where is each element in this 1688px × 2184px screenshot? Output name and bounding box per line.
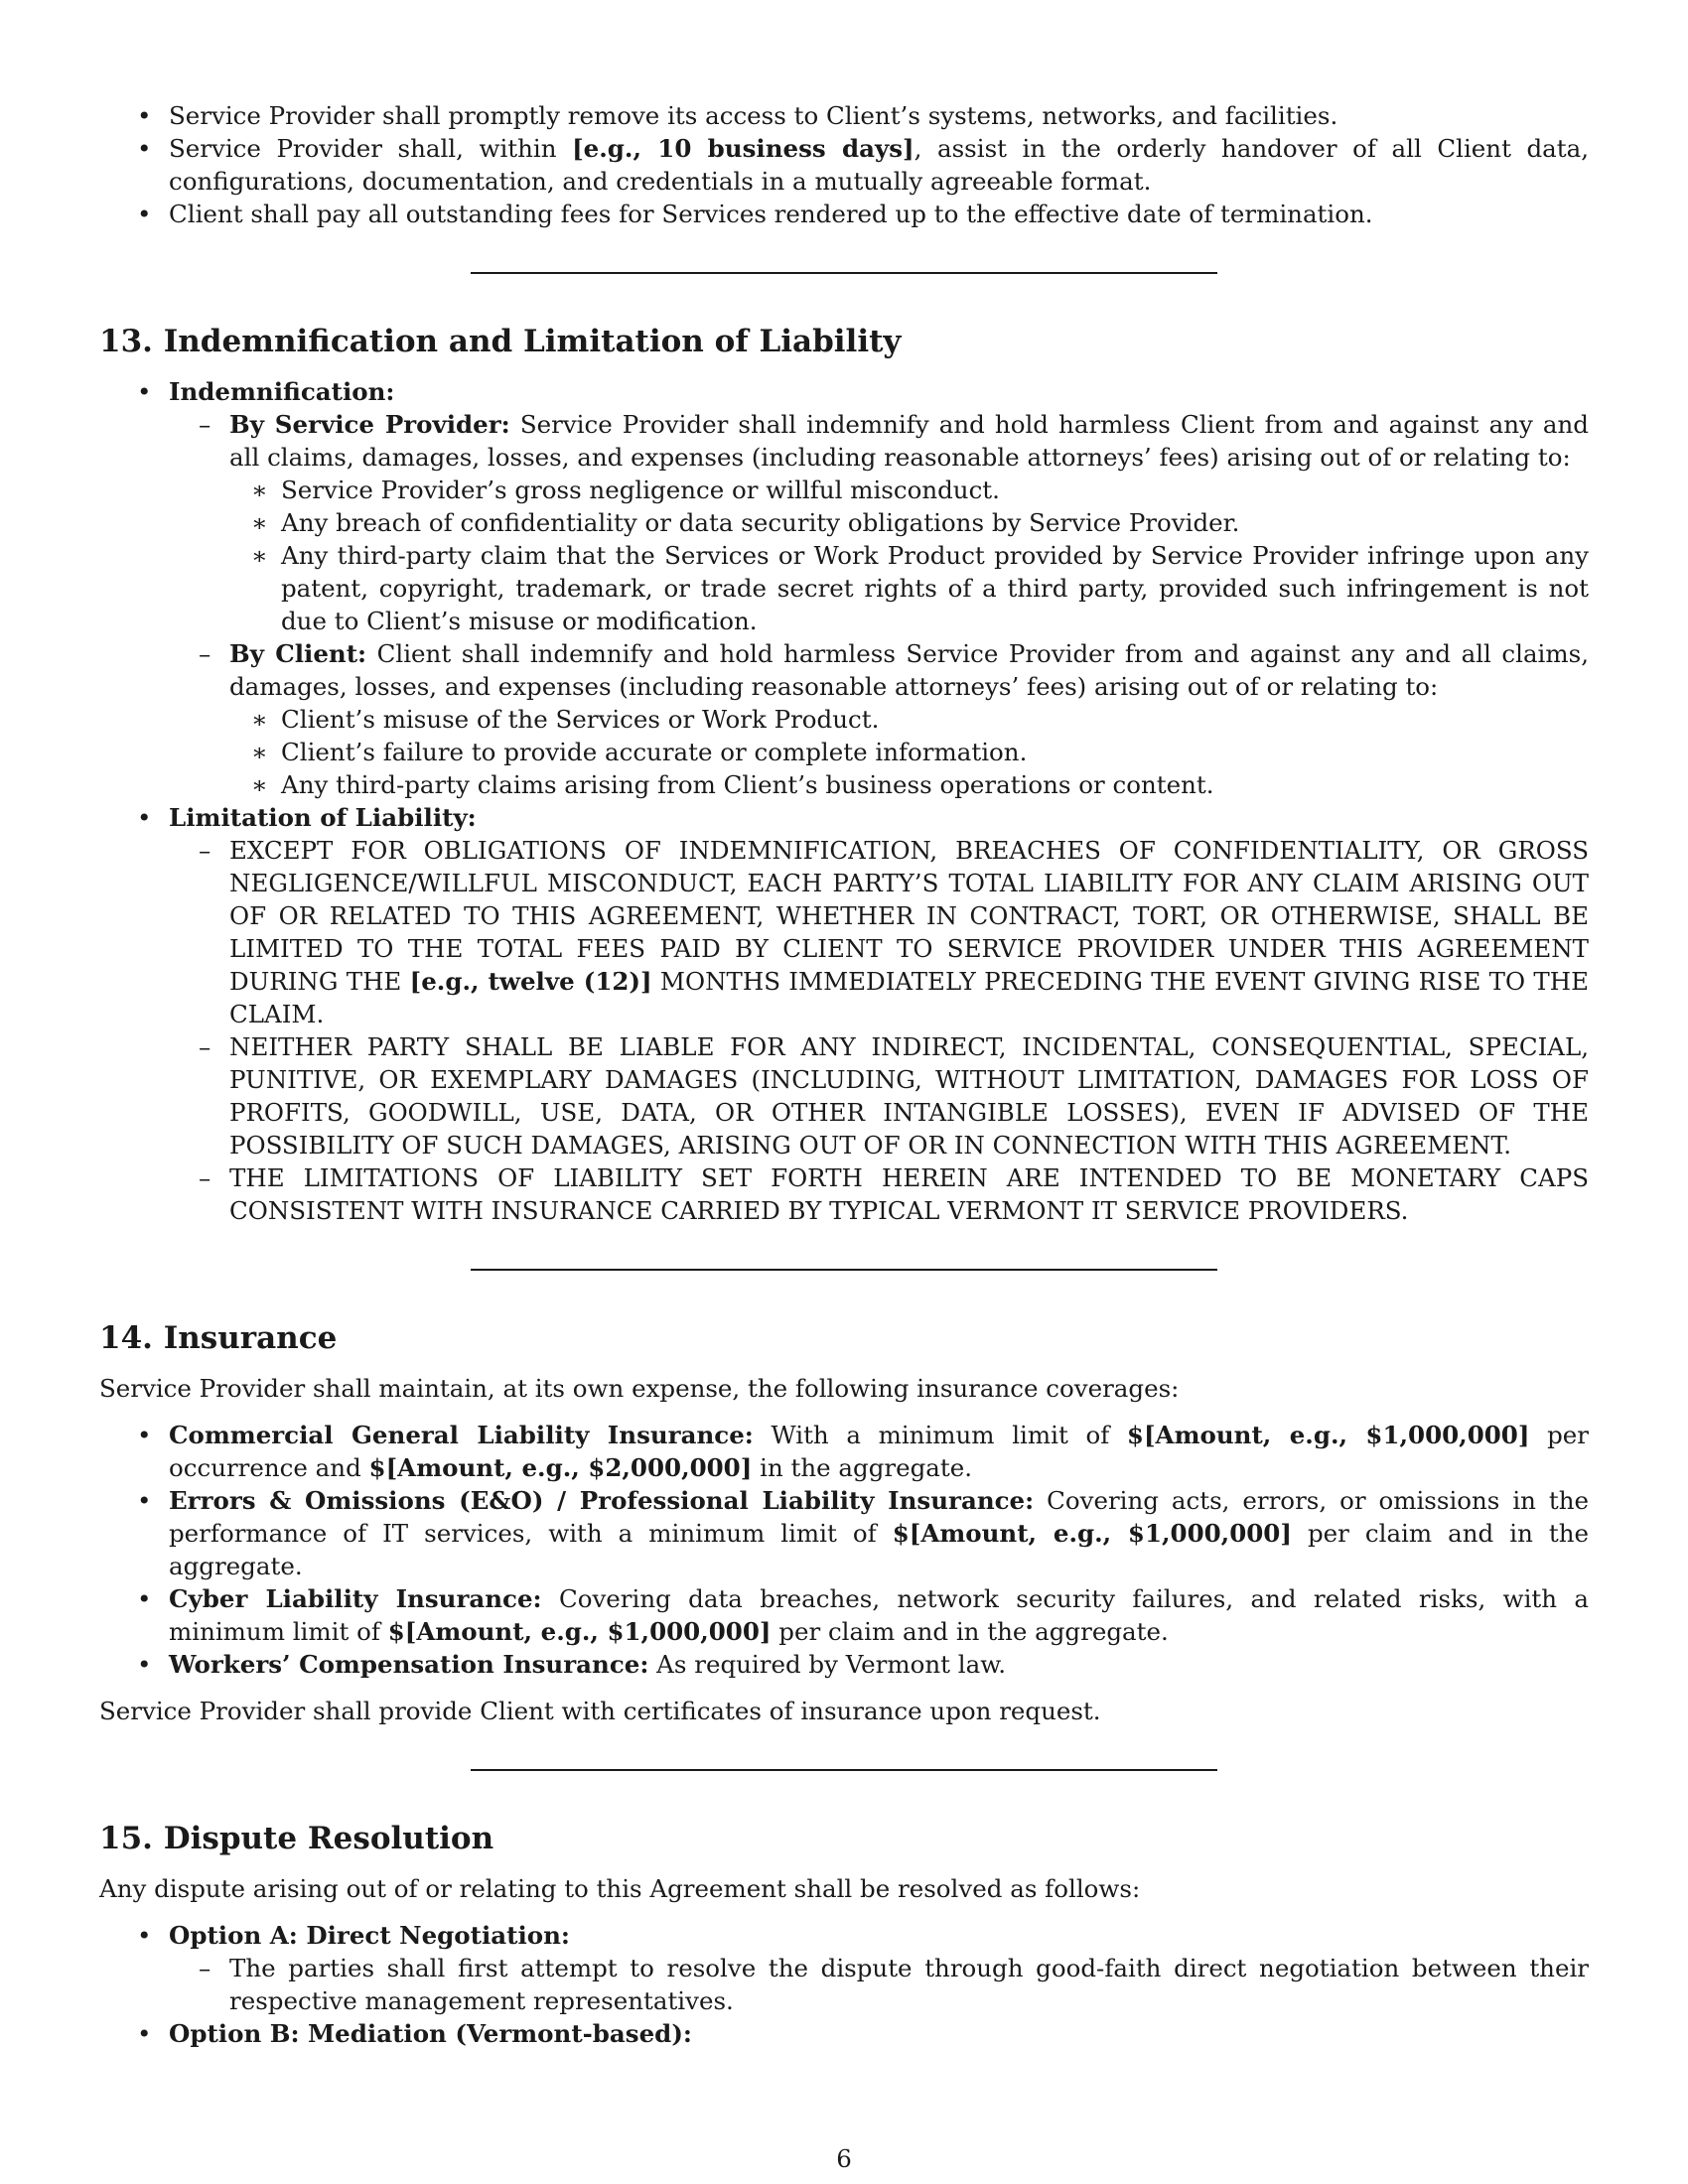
list-item: • Workers’ Compensation Insurance: As required by Vermont law. <box>99 1648 1589 1681</box>
list-item: ∗ Any third-party claims arising from Client’s business operations or content. <box>229 768 1589 801</box>
section-13-heading: 13. Indemnification and Limitation of Liability <box>99 324 902 359</box>
list-item: • Indemnification: – By Service Provider: Service Provider shall indemnify and hold harmless Client from and against any and all claims, damages, losses, and expenses (including reasonable attorneys’ fees) arising out of or relating to: ∗ Service Provider’s gross negligence or willful misconduct. ∗ Any breach of confidentiality or data security obligations by Service Provider. ∗ Any third-party claim that the Services or Work Product provided by Service Provider infringe upon any patent, copyright, trademark, or trade secret rights of a third party, provided such infringement is not due to Client’s misuse or modification. – By Client: Client shall indemnify and hold harmless Service Provider from and against any and all claims, damages, losses, and expenses (including reasonable attorneys’ fees) arising out of or relating to: ∗ Client’s misuse of the Services or Work Product. ∗ Client’s failure to provide accurate or complete information. ∗ Any third-party claims arising from Client’s business operations or content. <box>99 375 1589 801</box>
list-item: – NEITHER PARTY SHALL BE LIABLE FOR ANY INDIRECT, INCIDENTAL, CONSEQUENTIAL, SPECIAL, PUNITIVE, OR EXEMPLARY DAMAGES (INCLUDING, WITHOUT LIMITATION, DAMAGES FOR LOSS OF PROFITS, GOODWILL, USE, DATA, OR OTHER INTANGIBLE LOSSES), EVEN IF ADVISED OF THE POSSIBILITY OF SUCH DAMAGES, ARISING OUT OF OR IN CONNECTION WITH THIS AGREEMENT. <box>169 1030 1589 1161</box>
page-number: 6 <box>836 2144 852 2173</box>
list-item: • Limitation of Liability: – EXCEPT FOR OBLIGATIONS OF INDEMNIFICATION, BREACHES OF CONFIDENTIALITY, OR GROSS NEGLIGENCE/WILLFUL MISCONDUCT, EACH PARTY’S TOTAL LIABILITY FOR ANY CLAIM ARISING OUT OF OR RELATED TO THIS AGREEMENT, WHETHER IN CONTRACT, TORT, OR OTHERWISE, SHALL BE LIMITED TO THE TOTAL FEES PAID BY CLIENT TO SERVICE PROVIDER UNDER THIS AGREEMENT DURING THE [e.g., twelve (12)] MONTHS IMMEDIATELY PRECEDING THE EVENT GIVING RISE TO THE CLAIM. – NEITHER PARTY SHALL BE LIABLE FOR ANY INDIRECT, INCIDENTAL, CONSEQUENTIAL, SPECIAL, PUNITIVE, OR EXEMPLARY DAMAGES (INCLUDING, WITHOUT LIMITATION, DAMAGES FOR LOSS OF PROFITS, GOODWILL, USE, DATA, OR OTHER INTANGIBLE LOSSES), EVEN IF ADVISED OF THE POSSIBILITY OF SUCH DAMAGES, ARISING OUT OF OR IN CONNECTION WITH THIS AGREEMENT. – THE LIMITATIONS OF LIABILITY SET FORTH HEREIN ARE INTENDED TO BE MONETARY CAPS CONSISTENT WITH INSURANCE CARRIED BY TYPICAL VERMONT IT SERVICE PROVIDERS. <box>99 801 1589 1227</box>
list-item: – By Service Provider: Service Provider shall indemnify and hold harmless Client from and against any and all claims, damages, losses, and expenses (including reasonable attorneys’ fees) arising out of or relating to: ∗ Service Provider’s gross negligence or willful misconduct. ∗ Any breach of confidentiality or data security obligations by Service Provider. ∗ Any third-party claim that the Services or Work Product provided by Service Provider infringe upon any patent, copyright, trademark, or trade secret rights of a third party, provided such infringement is not due to Client’s misuse or modification. <box>169 408 1589 637</box>
section-14-heading: 14. Insurance <box>99 1320 338 1356</box>
insurance-intro: Service Provider shall maintain, at its own expense, the following insurance coverages: <box>99 1374 1180 1403</box>
indemnification-list <box>99 375 1589 1227</box>
section-15-heading: 15. Dispute Resolution <box>99 1821 494 1856</box>
list-item: ∗ Service Provider’s gross negligence or willful misconduct. <box>229 474 1589 506</box>
list-item: ∗ Client’s failure to provide accurate or complete information. <box>229 736 1589 768</box>
list-item: – The parties shall first attempt to resolve the dispute through good-faith direct negotiation between their respective management representatives. <box>169 1952 1589 2017</box>
termination-obligations-list <box>99 99 1589 230</box>
section-divider <box>471 1269 1217 1271</box>
list-item: ∗ Client’s misuse of the Services or Work Product. <box>229 703 1589 736</box>
section-divider <box>471 272 1217 274</box>
insurance-list <box>99 1419 1589 1681</box>
list-item: • Client shall pay all outstanding fees for Services rendered up to the effective date of termination. <box>99 198 1589 230</box>
list-item: ∗ Any breach of confidentiality or data security obligations by Service Provider. <box>229 506 1589 539</box>
dispute-intro: Any dispute arising out of or relating to this Agreement shall be resolved as follows: <box>99 1874 1141 1903</box>
insurance-closing: Service Provider shall provide Client with certificates of insurance upon request. <box>99 1697 1101 1725</box>
list-item: – THE LIMITATIONS OF LIABILITY SET FORTH HEREIN ARE INTENDED TO BE MONETARY CAPS CONSISTENT WITH INSURANCE CARRIED BY TYPICAL VERMONT IT SERVICE PROVIDERS. <box>169 1161 1589 1227</box>
list-item: • Option A: Direct Negotiation: – The parties shall first attempt to resolve the dispute through good-faith direct negotiation between their respective management representatives. <box>99 1919 1589 2017</box>
list-item: • Errors & Omissions (E&O) / Professional Liability Insurance: Covering acts, errors, or omissions in the performance of IT services, with a minimum limit of $[Amount, e.g., $1,000,000] per claim and in the aggregate. <box>99 1484 1589 1582</box>
list-item: ∗ Any third-party claim that the Services or Work Product provided by Service Provider infringe upon any patent, copyright, trademark, or trade secret rights of a third party, provided such infringement is not due to Client’s misuse or modification. <box>229 539 1589 637</box>
document-page <box>99 99 1589 2050</box>
list-item: • Service Provider shall promptly remove its access to Client’s systems, networks, and facilities. <box>99 99 1589 132</box>
list-item: • Commercial General Liability Insurance: With a minimum limit of $[Amount, e.g., $1,000,000] per occurrence and $[Amount, e.g., $2,000,000] in the aggregate. <box>99 1419 1589 1484</box>
list-item: • Cyber Liability Insurance: Covering data breaches, network security failures, and related risks, with a minimum limit of $[Amount, e.g., $1,000,000] per claim and in the aggregate. <box>99 1582 1589 1648</box>
list-item: – By Client: Client shall indemnify and hold harmless Service Provider from and against any and all claims, damages, losses, and expenses (including reasonable attorneys’ fees) arising out of or relating to: ∗ Client’s misuse of the Services or Work Product. ∗ Client’s failure to provide accurate or complete information. ∗ Any third-party claims arising from Client’s business operations or content. <box>169 637 1589 801</box>
list-item: • Service Provider shall, within [e.g., 10 business days], assist in the orderly handover of all Client data, configurations, documentation, and credentials in a mutually agreeable format. <box>99 132 1589 198</box>
list-item: • Option B: Mediation (Vermont-based): <box>99 2017 1589 2050</box>
dispute-options-list <box>99 1919 1589 2050</box>
section-divider <box>471 1769 1217 1771</box>
list-item: – EXCEPT FOR OBLIGATIONS OF INDEMNIFICATION, BREACHES OF CONFIDENTIALITY, OR GROSS NEGLIGENCE/WILLFUL MISCONDUCT, EACH PARTY’S TOTAL LIABILITY FOR ANY CLAIM ARISING OUT OF OR RELATED TO THIS AGREEMENT, WHETHER IN CONTRACT, TORT, OR OTHERWISE, SHALL BE LIMITED TO THE TOTAL FEES PAID BY CLIENT TO SERVICE PROVIDER UNDER THIS AGREEMENT DURING THE [e.g., twelve (12)] MONTHS IMMEDIATELY PRECEDING THE EVENT GIVING RISE TO THE CLAIM. <box>169 834 1589 1030</box>
